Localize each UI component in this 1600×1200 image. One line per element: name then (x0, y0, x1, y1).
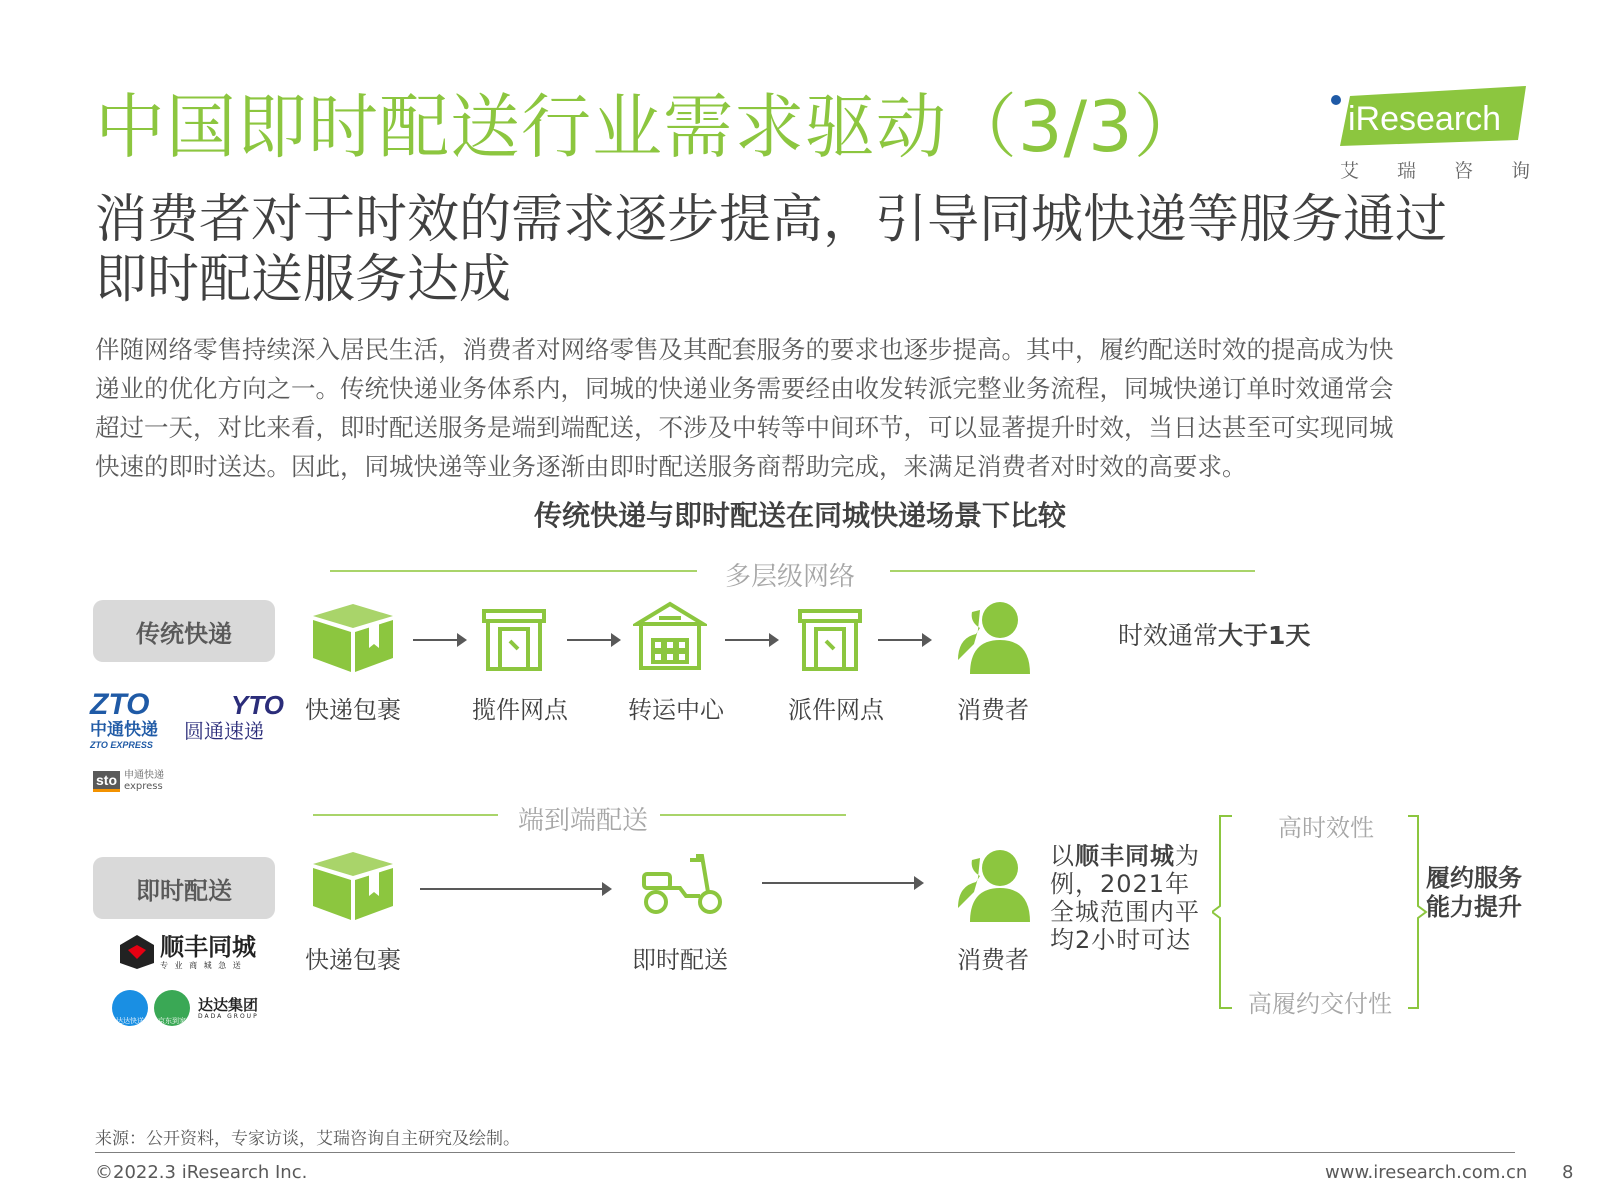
dispatch-point-icon (794, 601, 866, 677)
step-transit-center: 转运中心 (628, 696, 724, 724)
step-consumer: 消费者 (957, 946, 1029, 974)
arrow-6 (762, 882, 922, 884)
network-label: 多层级网络 (725, 562, 856, 592)
package-icon (311, 602, 395, 678)
category-instant: 即时配送 (93, 857, 275, 919)
arrow-5 (420, 888, 610, 890)
sf-logo: 顺丰同城 专 业 商 城 急 送 (118, 933, 256, 971)
logo-subtitle: 艾 瑞 咨 询 (1340, 160, 1530, 182)
arrow-1 (413, 639, 465, 641)
pickup-point-icon (478, 601, 550, 677)
page-number: 8 (1562, 1162, 1574, 1183)
consumer-icon (950, 848, 1036, 926)
step-dispatch-point: 派件网点 (788, 696, 884, 724)
benefit-result: 履约服务能力提升 (1426, 864, 1522, 921)
e2e-line-right (660, 814, 846, 816)
instant-timing-note: 以顺丰同城为例，2021年全城范围内平均2小时可达 (1050, 842, 1200, 954)
network-line-right (890, 570, 1255, 572)
svg-text:iResearch: iResearch (1348, 100, 1502, 138)
sf-mark-icon (118, 933, 156, 971)
step-consumer: 消费者 (957, 696, 1029, 724)
step-pickup-point: 揽件网点 (472, 696, 568, 724)
step-package: 快递包裹 (305, 946, 401, 974)
footer-divider (95, 1152, 1515, 1153)
section-title: 传统快递与即时配送在同城快递场景下比较 (533, 499, 1066, 532)
copyright: ©2022.3 iResearch Inc. (95, 1162, 308, 1183)
arrow-3 (725, 639, 777, 641)
transit-center-icon (633, 600, 707, 676)
scooter-icon (640, 852, 726, 920)
step-instant: 即时配送 (632, 946, 728, 974)
arrow-2 (567, 639, 619, 641)
arrow-4 (878, 639, 930, 641)
benefit-bottom: 高履约交付性 (1248, 990, 1392, 1018)
body-paragraph: 伴随网络零售持续深入居民生活，消费者对网络零售及其配套服务的要求也逐步提高。其中，履约配送时效的提高成为快 递业的优化方向之一。传统快递业务体系内，同城的快递业务需要经由收发转派完整业务流程，同城快递订单时效通常会 超过一天，对比来看，即时配送服务是端到端配送，不涉及中转等中间环节，可以显著提升时效，当日达甚至可实现同城 快速的即时送达。因此，同城快递等业务逐渐由即时配送服务商帮助完成，来满足消费者对时效的高要求。 (95, 335, 1394, 481)
e2e-line-left (313, 814, 498, 816)
jd-daojia-icon: 京东到家 (154, 990, 190, 1026)
website-url: www.iresearch.com.cn (1325, 1162, 1528, 1183)
page-subtitle: 消费者对于时效的需求逐步提高，引导同城快递等服务通过 即时配送服务达成 (95, 190, 1448, 310)
iresearch-logo (1328, 86, 1528, 152)
benefit-top: 高时效性 (1278, 814, 1374, 842)
e2e-label: 端到端配送 (518, 806, 649, 836)
consumer-icon (950, 600, 1036, 678)
dada-express-icon: 达达快送 (112, 990, 148, 1026)
package-icon (311, 850, 395, 926)
page-title: 中国即时配送行业需求驱动（3/3） (95, 86, 1205, 168)
traditional-timing-note: 时效通常大于1天 (1118, 621, 1311, 650)
dada-logo: 达达快送 京东到家 达达集团 DADA GROUP (112, 990, 259, 1026)
zto-logo: ZTO 中通快递 ZTO EXPRESS (90, 688, 158, 750)
sto-logo: sto 申通快递 express (93, 770, 164, 792)
source-note: 来源：公开资料，专家访谈，艾瑞咨询自主研究及绘制。 (95, 1129, 520, 1149)
network-line-left (330, 570, 697, 572)
category-traditional: 传统快递 (93, 600, 275, 662)
yto-logo: YTO 圆通速递 (184, 690, 284, 743)
step-package: 快递包裹 (305, 696, 401, 724)
